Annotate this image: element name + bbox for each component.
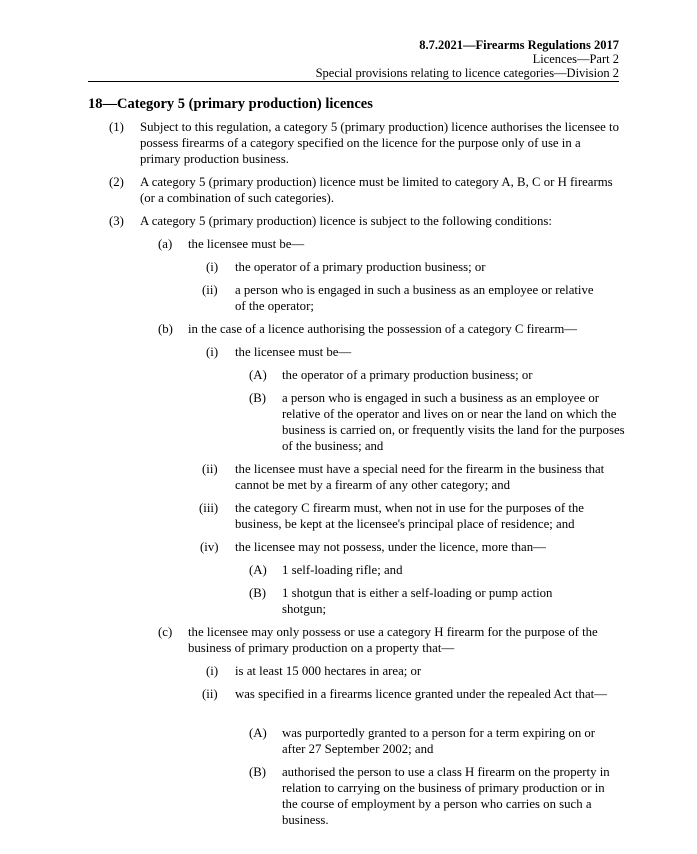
paragraph-b-iv-A-text: 1 self-loading rifle; and xyxy=(282,563,403,577)
paragraph-b-i-A-text: the operator of a primary production business; or xyxy=(282,368,533,382)
paragraph-a-label: (a) xyxy=(158,237,173,251)
paragraph-a-text: the licensee must be— xyxy=(188,237,305,251)
paragraph-b-label: (b) xyxy=(158,322,173,336)
paragraph-b-iv-B-text: 1 shotgun that is either a self-loading or pump action shotgun; xyxy=(282,586,553,616)
section-heading: 18—Category 5 (primary production) licences xyxy=(88,96,373,112)
paragraph-c-i-label: (i) xyxy=(206,664,219,678)
paragraph-b-i-A-label: (A) xyxy=(249,368,267,382)
subregulation-1-label: (1) xyxy=(109,120,124,134)
subregulation-2-label: (2) xyxy=(109,175,124,189)
paragraph-b-iv-A-label: (A) xyxy=(249,563,267,577)
running-header-division: Special provisions relating to licence categories—Division 2 xyxy=(315,66,619,80)
paragraph-b-iv-text: the licensee may not possess, under the licence, more than— xyxy=(235,540,546,554)
subregulation-2-text: A category 5 (primary production) licence must be limited to category A, B, C or H firearms (or a combination of such categories). xyxy=(140,175,613,205)
paragraph-a-ii-label: (ii) xyxy=(202,283,218,297)
paragraph-c-ii-A-label: (A) xyxy=(249,726,267,740)
paragraph-b-iii-label: (iii) xyxy=(199,501,219,515)
paragraph-c-label: (c) xyxy=(158,625,173,639)
running-header-title: 8.7.2021—Firearms Regulations 2017 xyxy=(419,38,619,52)
paragraph-c-text: the licensee may only possess or use a category H firearm for the purpose of the business of primary production on a property that— xyxy=(188,625,598,655)
header-rule xyxy=(88,81,619,82)
paragraph-b-i-text: the licensee must be— xyxy=(235,345,352,359)
paragraph-c-ii-A-text: was purportedly granted to a person for a term expiring on or after 27 September 2002; and xyxy=(282,726,596,756)
paragraph-b-iii-text: the category C firearm must, when not in use for the purposes of the business, be kept at the licensee's principal place of residence; and xyxy=(235,501,584,531)
paragraph-c-ii-B-text: authorised the person to use a class H firearm on the property in relation to carrying on the business of primary production or in the course of employment by a person who carries on such a business. xyxy=(282,765,610,827)
paragraph-b-text: in the case of a licence authorising the possession of a category C firearm— xyxy=(188,322,578,336)
subregulation-3-text: A category 5 (primary production) licence is subject to the following conditions: xyxy=(140,214,552,228)
paragraph-b-iv-label: (iv) xyxy=(200,540,219,554)
paragraph-b-i-label: (i) xyxy=(206,345,219,359)
paragraph-b-i-B-text: a person who is engaged in such a business as an employee or relative of the operator and lives on or near the land on which the business is carried on, or frequently visits the land for the purposes of the business; and xyxy=(282,391,625,453)
paragraph-c-ii-text: was specified in a firearms licence granted under the repealed Act that— xyxy=(235,687,608,701)
paragraph-a-i-label: (i) xyxy=(206,260,219,274)
running-header-part: Licences—Part 2 xyxy=(532,52,619,66)
paragraph-b-ii-label: (ii) xyxy=(202,462,218,476)
paragraph-a-ii-text: a person who is engaged in such a business as an employee or relative of the operator; xyxy=(235,283,594,313)
paragraph-b-i-B-label: (B) xyxy=(249,391,267,405)
paragraph-a-i-text: the operator of a primary production business; or xyxy=(235,260,486,274)
subregulation-1-text: Subject to this regulation, a category 5 (primary production) licence authorises the licensee to possess firearms of a category specified on the licence for the purpose only of use in a primary production business. xyxy=(140,120,620,166)
paragraph-b-iv-B-label: (B) xyxy=(249,586,267,600)
paragraph-c-i-text: is at least 15 000 hectares in area; or xyxy=(235,664,422,678)
paragraph-c-ii-label: (ii) xyxy=(202,687,218,701)
paragraph-c-ii-B-label: (B) xyxy=(249,765,267,779)
subregulation-3-label: (3) xyxy=(109,214,124,228)
paragraph-b-ii-text: the licensee must have a special need for the firearm in the business that cannot be met by a firearm of any other category; and xyxy=(235,462,605,492)
